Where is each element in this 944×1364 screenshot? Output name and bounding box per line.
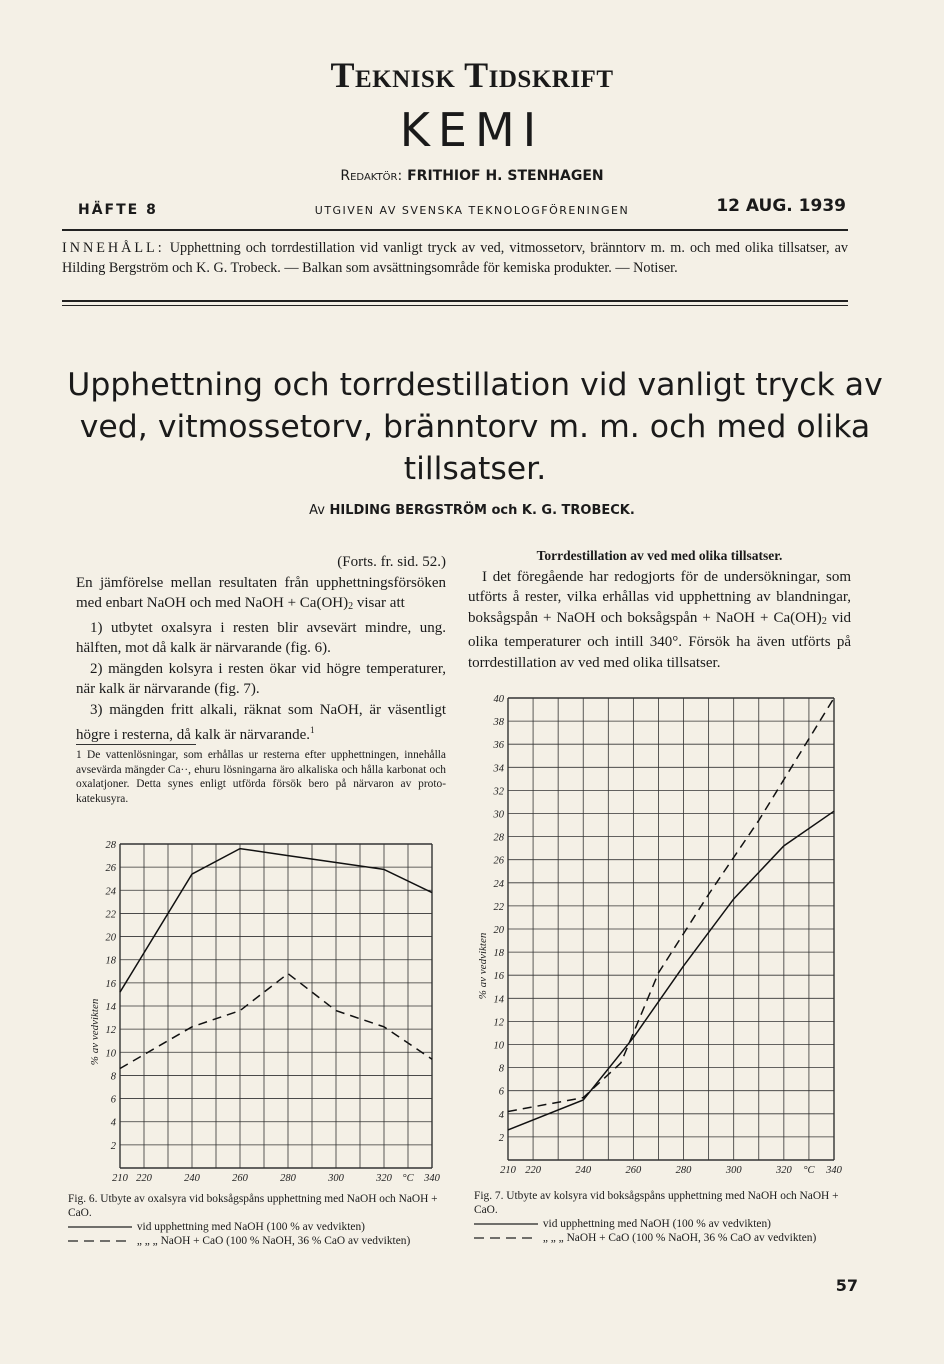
x-tick-label: 210 [112,1173,128,1184]
editor-label: Redaktör: [340,168,403,184]
section-title: KEMI [399,103,545,157]
x-tick-label: 240 [575,1165,592,1176]
y-tick-label: 24 [493,878,504,890]
y-tick-label: 38 [493,717,504,729]
y-tick-label: 34 [493,763,504,775]
fig6-caption-lead: Fig. 6. Utbyte av oxalsyra vid boksågspåns upphettning med NaOH och NaOH + CaO. [68,1193,438,1219]
y-tick-label: 36 [493,740,504,752]
y-tick-label: 20 [105,932,116,944]
y-tick-label: 10 [105,1048,116,1060]
fig6-legend-dashed [68,1234,452,1248]
plot-area [89,840,441,1184]
y-axis-label: % av vedvikten [477,932,489,1000]
series-line-naoh-cao [120,974,432,1069]
issue-number: HÄFTE 8 [78,202,158,218]
article-authors [0,503,944,518]
fig7-legend-dashed [474,1231,858,1245]
intro-subscript: 2 [348,601,354,612]
y-tick-label: 8 [498,1063,504,1075]
y-tick-label: 26 [493,855,504,867]
x-tick-label: °C [803,1165,815,1176]
section-text-b: vid olika temperaturer och intill 340°. Försök ha även utförts på torrdestillation av ved med olika tillsatser. [468,609,851,671]
contents-text: Upphettning och torrdestillation vid vanligt tryck av ved, vitmossetorv, bränntorv m. m. och med olika tillsatser, av Hilding Bergström och K. G. Trobeck. — Balkan som avsättningsområde för kemiska produkter. — Notiser. [62,240,848,276]
solid-line-sample [68,1222,134,1230]
series-line-naoh-cao [508,698,834,1111]
x-tick-label: 240 [184,1173,200,1184]
y-tick-label: 16 [105,978,116,990]
fig6-legend-dashed-text: „ „ „ NaOH + CaO (100 % NaOH, 36 % CaO av vedvikten) [136,1235,411,1247]
journal-title: Teknisk Tidskrift [330,55,614,95]
x-tick-label: 340 [424,1173,440,1184]
article-title: Upphettning och torrdestillation vid vanligt tryck av ved, vitmossetorv, bränntorv m. m. och med olika tillsatser. [67,367,883,487]
x-tick-label: 300 [328,1173,344,1184]
x-tick-label: 260 [232,1173,248,1184]
y-tick-label: 28 [493,832,504,844]
authors-by: Av [309,503,325,518]
section-subscript: 2 [821,615,827,627]
y-tick-label: 14 [105,1002,116,1013]
top-rule [62,229,848,231]
fig7-caption-lead: Fig. 7. Utbyte av kolsyra vid boksågspåns upphettning med NaOH och NaOH + CaO. [474,1190,839,1216]
contents-label: INNEHÅLL: [62,240,165,256]
contents-rule-upper [62,300,848,302]
editor-line [0,168,944,184]
intro-text-a: En jämförelse mellan resultaten från upphettningsförsöken med enbart NaOH och med NaOH + Ca(OH) [76,574,446,611]
fig6-legend-solid [68,1220,452,1234]
publisher-line: UTGIVEN AV SVENSKA TEKNOLOGFÖRENINGEN [314,204,630,217]
y-tick-label: 2 [110,1140,116,1152]
x-tick-label: 260 [625,1165,642,1176]
left-column [76,552,446,746]
y-tick-label: 4 [110,1117,116,1129]
y-tick-label: 8 [110,1071,116,1083]
y-tick-label: 14 [493,994,504,1006]
y-tick-label: 18 [493,948,504,960]
x-tick-label: 220 [136,1173,152,1184]
plot-area [477,694,843,1176]
editor-name: FRITHIOF H. STENHAGEN [407,168,604,184]
contents-rule-lower [62,305,848,306]
x-tick-label: 340 [826,1165,842,1176]
y-tick-label: 12 [105,1025,116,1037]
section-heading: Torrdestillation av ved med olika tillsatser. [536,548,783,563]
x-tick-label: °C [402,1173,414,1184]
x-tick-label: 320 [376,1173,392,1184]
x-tick-label: 280 [675,1165,692,1176]
intro-text-b: visar att [353,595,405,611]
fig7-legend-solid-text: vid upphettning med NaOH (100 % av vedvikten) [542,1218,771,1230]
x-tick-label: 300 [725,1165,742,1176]
contents-box [62,238,848,278]
y-axis-label: % av vedvikten [89,998,101,1066]
fig7-caption [474,1189,858,1245]
y-tick-label: 32 [493,786,504,798]
y-tick-label: 4 [498,1109,504,1121]
fig7-legend-solid [474,1217,858,1231]
y-tick-label: 12 [493,1017,504,1029]
dashed-line-sample [474,1233,540,1241]
y-tick-label: 40 [493,694,504,705]
y-tick-label: 22 [105,909,116,921]
x-tick-label: 320 [775,1165,792,1176]
fig7-legend-dashed-text: „ „ „ NaOH + CaO (100 % NaOH, 36 % CaO av vedvikten) [542,1232,817,1244]
section-paragraph [468,567,851,674]
solid-line-sample [474,1219,540,1227]
point-3 [76,700,446,746]
y-tick-label: 16 [493,971,504,983]
point-1: 1) utbytet oxalsyra i resten blir avsevärt mindre, ung. hälften, mot då kalk är närvarande (fig. 6). [76,619,446,656]
page-number: 57 [835,1276,858,1295]
y-tick-label: 10 [493,1040,504,1052]
y-tick-label: 30 [493,809,504,821]
y-tick-label: 2 [498,1132,504,1144]
dashed-line-sample [68,1236,134,1244]
footnote: 1 De vattenlösningar, som erhållas ur resterna efter upphettningen, innehålla avsevärda mängder Ca··, ehuru lösningarna äro alkaliska och hålla karbonat och oxalatjoner. Detta synes enligt utförda försök bero på närvaron av protokatekusyra. [76,749,446,805]
issue-date: 12 AUG. 1939 [716,196,846,216]
y-tick-label: 28 [105,840,116,851]
intro-paragraph [76,573,446,618]
y-tick-label: 6 [498,1086,504,1098]
y-tick-label: 26 [105,863,116,875]
y-tick-label: 22 [493,901,504,913]
point-3-text: 3) mängden fritt alkali, räknat som NaOH, är väsentligt högre i resterna, då kalk är närvarande. [76,701,446,743]
y-tick-label: 20 [493,925,504,936]
right-column [468,546,851,673]
footnote-rule [76,744,196,745]
y-tick-label: 6 [110,1094,116,1106]
series-line-naoh [120,849,432,992]
y-tick-label: 24 [105,886,116,898]
fig6-chart [56,832,448,1192]
x-tick-label: 220 [525,1165,541,1176]
y-tick-label: 18 [105,955,116,967]
x-tick-label: 210 [500,1165,516,1176]
continued-note: (Forts. fr. sid. 52.) [337,554,446,570]
fig6-caption [68,1192,452,1248]
point-2: 2) mängden kolsyra i resten ökar vid högre temperaturer, när kalk är närvarande (fig. 7). [76,660,446,697]
section-text-a: I det föregående har redogjorts för de undersökningar, som utförts å rester, vilka erhållas vid upphettning av blandningar, boksågspån + NaOH och boksågspån + NaOH + Ca(OH) [468,568,851,626]
fig7-chart [470,690,850,1190]
fig6-legend-solid-text: vid upphettning med NaOH (100 % av vedvikten) [136,1221,365,1233]
footnote-mark: 1 [310,725,315,735]
series-line-naoh [508,811,834,1130]
x-tick-label: 280 [280,1173,296,1184]
authors-names: HILDING BERGSTRÖM och K. G. TROBECK. [329,503,635,518]
